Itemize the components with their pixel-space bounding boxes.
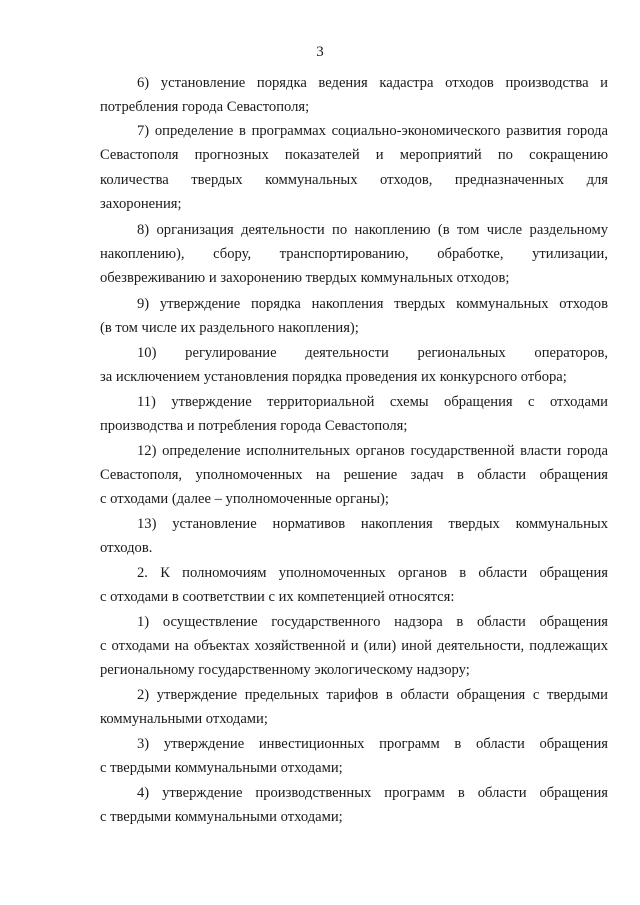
text-line: с твердыми коммунальными отходами; [100, 760, 343, 776]
text-line: с отходами в соответствии с их компетенцией относятся: [100, 589, 455, 605]
text-line: 11) утверждение территориальной схемы обращения с отходами [137, 394, 608, 410]
page-number: 3 [316, 44, 324, 60]
text-line: производства и потребления города Севастополя; [100, 418, 408, 434]
text-line: 12) определение исполнительных органов государственной власти города [137, 443, 608, 459]
text-line: Севастополя, уполномоченных на решение задач в области обращения [100, 467, 608, 483]
text-line: 7) определение в программах социально-экономического развития города [137, 123, 608, 139]
text-line: 8) организация деятельности по накоплению (в том числе раздельному [137, 222, 608, 238]
text-line: 10) регулирование деятельности региональных операторов, [137, 345, 608, 361]
text-line: 2) утверждение предельных тарифов в области обращения с твердыми [137, 687, 608, 703]
text-line: 13) установление нормативов накопления твердых коммунальных [137, 516, 608, 532]
text-line: обезвреживанию и захоронению твердых коммунальных отходов; [100, 270, 510, 286]
text-line: количества твердых коммунальных отходов, предназначенных для [100, 172, 608, 188]
text-line: потребления города Севастополя; [100, 99, 310, 115]
text-line: коммунальными отходами; [100, 711, 268, 727]
text-line: 2. К полномочиям уполномоченных органов в области обращения [137, 565, 608, 581]
text-line: с отходами на объектах хозяйственной и (или) иной деятельности, подлежащих [100, 638, 608, 654]
text-line: 4) утверждение производственных программ в области обращения [137, 785, 608, 801]
text-line: 6) установление порядка ведения кадастра отходов производства и [137, 75, 608, 91]
text-line: региональному государственному экологическому надзору; [100, 662, 470, 678]
text-line: 9) утверждение порядка накопления твердых коммунальных отходов [137, 296, 608, 312]
text-line: с твердыми коммунальными отходами; [100, 809, 343, 825]
text-line: Севастополя прогнозных показателей и мероприятий по сокращению [100, 147, 608, 163]
text-line: отходов. [100, 540, 153, 556]
text-line: захоронения; [100, 196, 182, 212]
text-line: с отходами (далее – уполномоченные органы); [100, 491, 389, 507]
text-line: 3) утверждение инвестиционных программ в области обращения [137, 736, 608, 752]
text-line: за исключением установления порядка проведения их конкурсного отбора; [100, 369, 567, 385]
text-line: (в том числе их раздельного накопления); [100, 320, 359, 336]
text-line: 1) осуществление государственного надзора в области обращения [137, 614, 608, 630]
text-line: накоплению), сбору, транспортированию, обработке, утилизации, [100, 246, 608, 262]
